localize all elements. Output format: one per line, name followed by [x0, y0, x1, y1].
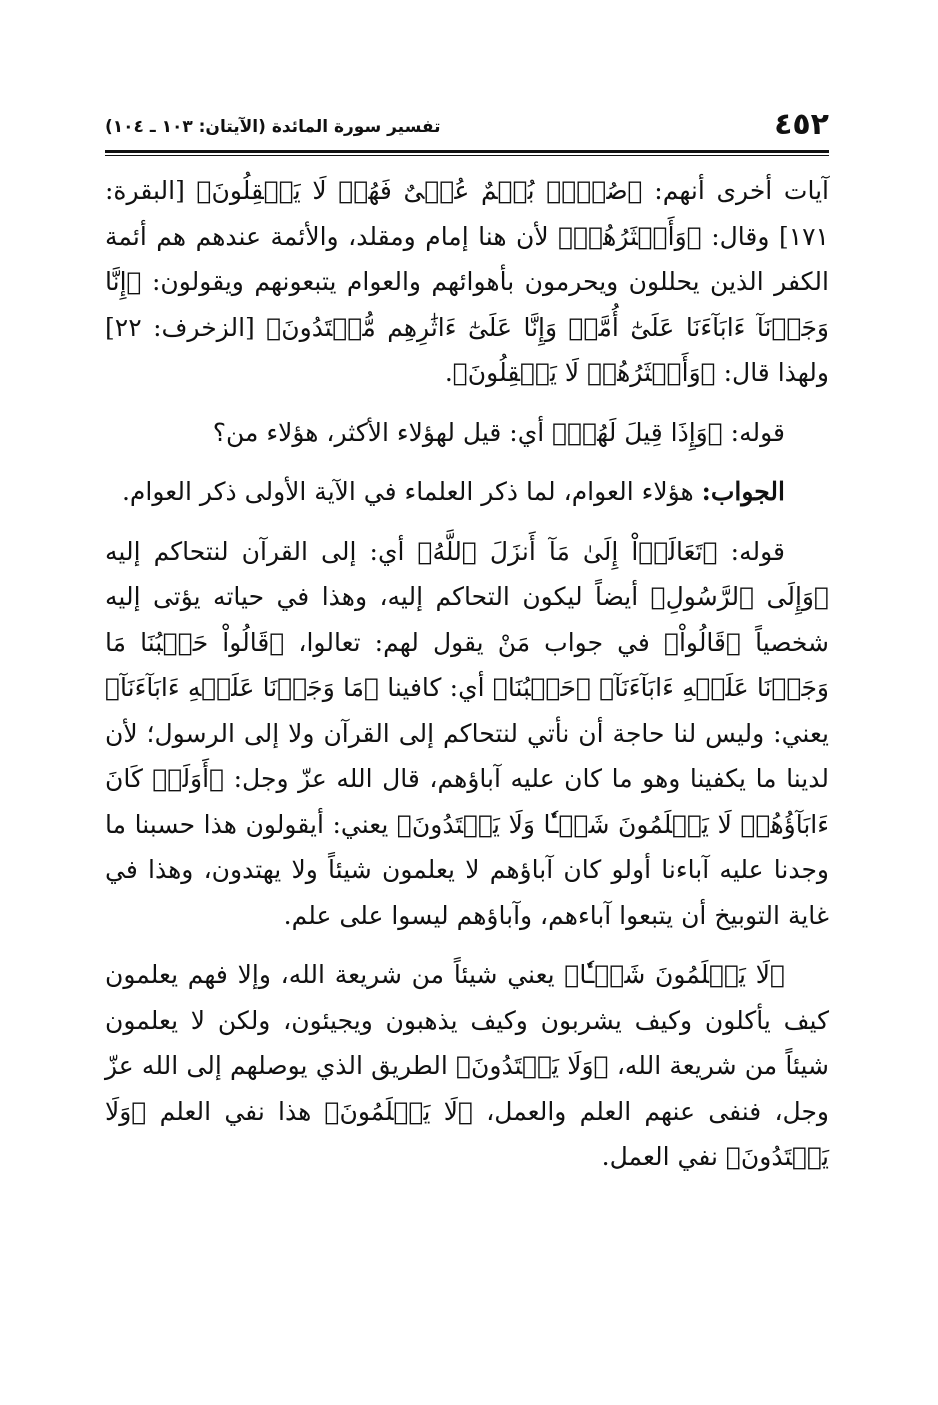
paragraph-text: قوله: ﴿وَإِذَا قِيلَ لَهُمۡ﴾ أي: قيل لهؤلاء الأكثر، هؤلاء من؟ [212, 417, 785, 447]
page-header [105, 108, 829, 148]
page-number: ٤٥٢ [774, 107, 829, 142]
paragraph-text: هؤلاء العوام، لما ذكر العلماء في الآية الأولى ذكر العوام. [121, 477, 702, 506]
page-body [105, 168, 829, 1194]
header-rule [105, 150, 829, 153]
header-rule-thin [105, 155, 829, 156]
paragraph-1 [105, 168, 829, 396]
running-title: تفسير سورة المائدة (الآيتان: ١٠٣ ـ ١٠٤) [105, 117, 441, 137]
paragraph-2 [105, 410, 829, 456]
paragraph-3 [105, 469, 829, 515]
paragraph-5 [105, 952, 829, 1180]
paragraph-text: ﴿لَا يَعۡلَمُونَ شَيۡـٔٗا﴾ يعني شيئاً من شريعة الله، وإلا فهم يعلمون كيف يأكلون وكيف يشربون وكيف يذهبون ويجيئون، ولكن لا يعلمون شيئاً من شريعة الله، ﴿وَلَا يَهۡتَدُونَ﴾ الطريق الذي يوصلهم إلى الله عزّ وجل، فنفى عنهم العلم والعمل، ﴿لَا يَعۡلَمُونَ﴾ هذا نفي العلم ﴿وَلَا يَهۡتَدُونَ﴾ نفي العمل. [105, 960, 829, 1171]
paragraph-4 [105, 529, 829, 939]
paragraph-text: قوله: ﴿تَعَالَوۡاْ إِلَىٰ مَآ أَنزَلَ ٱللَّهُ﴾ أي: إلى القرآن لنتحاكم إليه ﴿وَإِلَى ٱلرَّسُولِ﴾ أيضاً ليكون التحاكم إليه، وهذا في حياته يؤتى إليه شخصياً ﴿قَالُواْ﴾ في جواب مَنْ يقول لهم: تعالوا، ﴿قَالُواْ حَسۡبُنَا مَا وَجَدۡنَا عَلَيۡهِ ءَابَآءَنَآ﴾ ﴿حَسۡبُنَا﴾ أي: كافينا ﴿مَا وَجَدۡنَا عَلَيۡهِ ءَابَآءَنَآ﴾ يعني: وليس لنا حاجة أن نأتي لنتحاكم إلى القرآن ولا إلى الرسول؛ لأن لدينا ما يكفينا وهو ما كان عليه آباؤهم، قال الله عزّ وجل: ﴿أَوَلَوۡ كَانَ ءَابَآؤُهُمۡ لَا يَعۡلَمُونَ شَيۡـٔٗا وَلَا يَهۡتَدُونَ﴾ يعني: أيقولون هذا حسبنا ما وجدنا عليه آباءنا أولو كان آباؤهم لا يعلمون شيئاً ولا يهتدون، وهذا في غاية التوبيخ أن يتبعوا آباءهم، وآباؤهم ليسوا على علم. [105, 536, 829, 930]
paragraph-text: آيات أخرى أنهم: ﴿صُمٌّۢ بُكۡمٌ عُمۡىٌ فَهُمۡ لَا يَعۡقِلُونَ﴾ [البقرة: ١٧١] وقال: ﴿وَأَكۡثَرُهُمۡ﴾ لأن هنا إمام ومقلد، والأئمة عندهم هم أئمة الكفر الذين يحللون ويحرمون بأهوائهم والعوام يتبعونهم ويقولون: ﴿إِنَّا وَجَدۡنَآ ءَابَآءَنَا عَلَىٰٓ أُمَّةٖ وَإِنَّا عَلَىٰٓ ءَاثَٰرِهِم مُّهۡتَدُونَ﴾ [الزخرف: ٢٢] ولهذا قال: ﴿وَأَكۡثَرُهُمۡ لَا يَعۡقِلُونَ﴾. [105, 176, 829, 387]
answer-label: الجواب: [701, 477, 785, 506]
